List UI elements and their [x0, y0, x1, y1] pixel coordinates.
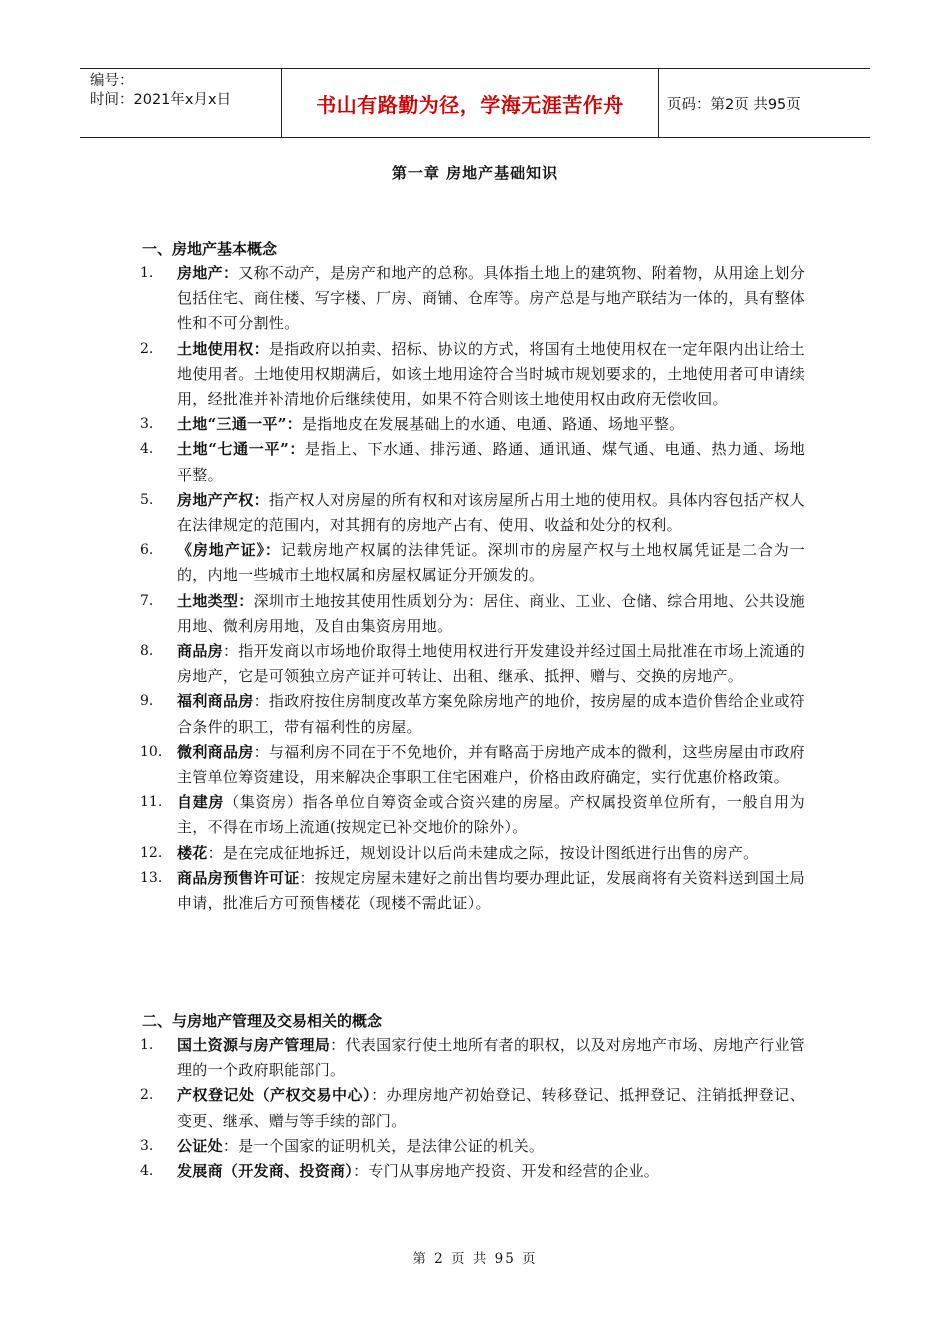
item-term: 商品房: [177, 642, 223, 661]
item-term: 公证处: [177, 1136, 223, 1155]
item-term: 房地产产权：: [177, 490, 269, 509]
item-text: 指产权人对房屋的所有权和对该房屋所占用土地的使用权。具体内容包括产权人在法律规定的范围内，对其拥有的房地产占有、使用、收益和处分的权利。: [177, 490, 805, 535]
item-term: 土地“三通一平”：: [177, 415, 302, 434]
item-body: [177, 337, 805, 413]
item-number: 4.: [140, 441, 154, 458]
list-item: [140, 488, 805, 538]
item-number: 9.: [140, 693, 154, 710]
item-body: [177, 1134, 805, 1159]
item-body: [177, 639, 805, 689]
item-number: 2.: [140, 340, 154, 357]
list-item: [140, 1159, 805, 1184]
list-item: [140, 689, 805, 739]
item-term: 产权登记处（产权交易中心）: [177, 1086, 372, 1105]
item-term: 土地使用权：: [177, 339, 269, 358]
header-page-info: 页码：第2页 共95页: [667, 96, 801, 113]
list-item: [140, 437, 805, 487]
item-body: [177, 261, 805, 337]
item-term: 国土资源与房产管理局: [177, 1036, 331, 1054]
item-term: 自建房: [177, 793, 225, 812]
header-motto: 书山有路勤为径，学海无涯苦作舟: [282, 69, 659, 137]
item-body: [177, 437, 805, 487]
section-title-2: 二、与房地产管理及交易相关的概念: [142, 1012, 383, 1030]
item-body: [177, 538, 805, 588]
item-body: [177, 866, 805, 916]
item-body: [177, 790, 805, 840]
list-item: [140, 261, 805, 337]
item-term: 商品房预售许可证: [177, 868, 300, 887]
header-meta: [80, 69, 282, 137]
list-item: [140, 589, 805, 639]
time-label: 时间：2021年x月x日: [90, 92, 232, 108]
item-number: 7.: [140, 592, 154, 609]
item-text: 是指政府以拍卖、招标、协议的方式，将国有土地使用权在一定年限内出让给土地使用者。土地使用权期满后，如该土地用途符合当时城市规划要求的，土地使用者可申请续用，经批准并补清地价后继续使用，如果不符合则该土地使用权由政府无偿收回。: [177, 339, 805, 409]
section-1-list: [140, 261, 805, 916]
item-text: ：是一个国家的证明机关，是法律公证的机关。: [222, 1136, 545, 1155]
item-term: 楼花: [177, 843, 208, 862]
list-item: [140, 337, 805, 413]
item-term: 土地类型：: [177, 591, 254, 610]
item-text: ：指政府按住房制度改革方案免除房地产的地价，按房屋的成本造价售给企业或符合条件的职工，带有福利性的房屋。: [177, 692, 805, 736]
item-term: 福利商品房: [177, 692, 254, 711]
item-number: 12.: [140, 844, 163, 861]
item-text: 又称不动产，是房产和地产的总称。具体指土地上的建筑物、附着物，从用途上划分包括住宅、商住楼、写字楼、厂房、商铺、仓库等。房产总是与地产联结为一体的，具有整体性和不可分割性。: [177, 264, 806, 333]
list-item: [140, 1083, 805, 1133]
item-number: 1.: [140, 265, 154, 281]
list-item: [140, 538, 805, 588]
item-number: 1.: [140, 1037, 154, 1053]
item-body: [177, 1083, 805, 1133]
item-number: 10.: [140, 743, 163, 760]
item-text: ：专门从事房地产投资、开发和经营的企业。: [353, 1162, 660, 1181]
list-item: [140, 639, 805, 689]
list-item: [140, 740, 805, 790]
item-text: ：办理房地产初始登记、转移登记、抵押登记、注销抵押登记、变更、继承、赠与等手续的部门。: [177, 1086, 805, 1130]
item-body: [177, 488, 805, 538]
item-number: 4.: [140, 1163, 154, 1180]
item-text: ：指开发商以市场地价取得土地使用权进行开发建设并经过国土局批准在市场上流通的房地产，它是可领独立房产证并可转让、出租、继承、抵押、赠与、交换的房地产。: [177, 642, 805, 686]
list-item: [140, 1033, 805, 1083]
item-number: 5.: [140, 491, 154, 508]
serial-label: 编号：: [90, 73, 134, 89]
item-number: 11.: [140, 794, 163, 811]
item-text: 记载房地产权属的法律凭证。深圳市的房屋产权与土地权属凭证是二合为一的，内地一些城市土地权属和房屋权属证分开颁发的。: [177, 541, 806, 585]
item-number: 2.: [140, 1087, 154, 1104]
item-text: （集资房）指各单位自筹资金或合资兴建的房屋。产权属投资单位所有，一般自用为主，不得在市场上流通(按规定已补交地价的除外）。: [177, 793, 805, 837]
item-number: 8.: [140, 643, 154, 660]
list-item: [140, 1134, 805, 1159]
list-item: [140, 790, 805, 840]
item-term: 土地“七通一平”：: [177, 440, 305, 459]
chapter-title: 第一章 房地产基础知识: [391, 164, 559, 182]
item-term: 《房地产证》：: [177, 541, 281, 560]
list-item: [140, 841, 805, 866]
item-number: 3.: [140, 416, 154, 433]
item-term: 微利商品房: [177, 742, 254, 761]
item-number: 13.: [140, 869, 163, 886]
page-header: [80, 68, 870, 138]
item-text: ：代表国家行使土地所有者的职权，以及对房地产市场、房地产行业管理的一个政府职能部门。: [177, 1036, 805, 1080]
item-term: 房地产：: [177, 264, 239, 282]
item-number: 6.: [140, 542, 154, 559]
page-footer: 第 2 页 共 95 页: [412, 1251, 538, 1267]
list-item: [140, 412, 805, 437]
item-text: 是指地皮在发展基础上的水通、电通、路通、场地平整。: [301, 415, 685, 434]
item-body: [177, 740, 805, 790]
item-text: 深圳市土地按其使用性质划分为：居住、商业、工业、仓储、综合用地、公共设施用地、微利房用地，及自由集资房用地。: [177, 591, 805, 635]
item-body: [177, 412, 805, 437]
list-item: [140, 866, 805, 916]
section-title-1: 一、房地产基本概念: [142, 240, 278, 258]
item-text: ：是在完成征地拆迁，规划设计以后尚未建成之际，按设计图纸进行出售的房产。: [207, 843, 759, 862]
section-2-list: [140, 1033, 805, 1184]
item-number: 3.: [140, 1137, 154, 1154]
item-body: [177, 1159, 805, 1184]
item-body: [177, 1033, 805, 1083]
item-body: [177, 689, 805, 739]
item-text: ：与福利房不同在于不免地价，并有略高于房地产成本的微利，这些房屋由市政府主管单位筹资建设，用来解决企事职工住宅困难户，价格由政府确定，实行优惠价格政策。: [177, 742, 805, 787]
item-text: 是指上、下水通、排污通、路通、通讯通、煤气通、电通、热力通、场地平整。: [177, 440, 805, 484]
item-body: [177, 589, 805, 639]
item-body: [177, 841, 805, 866]
item-text: ：按规定房屋未建好之前出售均要办理此证，发展商将有关资料送到国土局申请，批准后方可预售楼花（现楼不需此证）。: [177, 868, 806, 913]
item-term: 发展商（开发商、投资商）: [177, 1162, 354, 1181]
